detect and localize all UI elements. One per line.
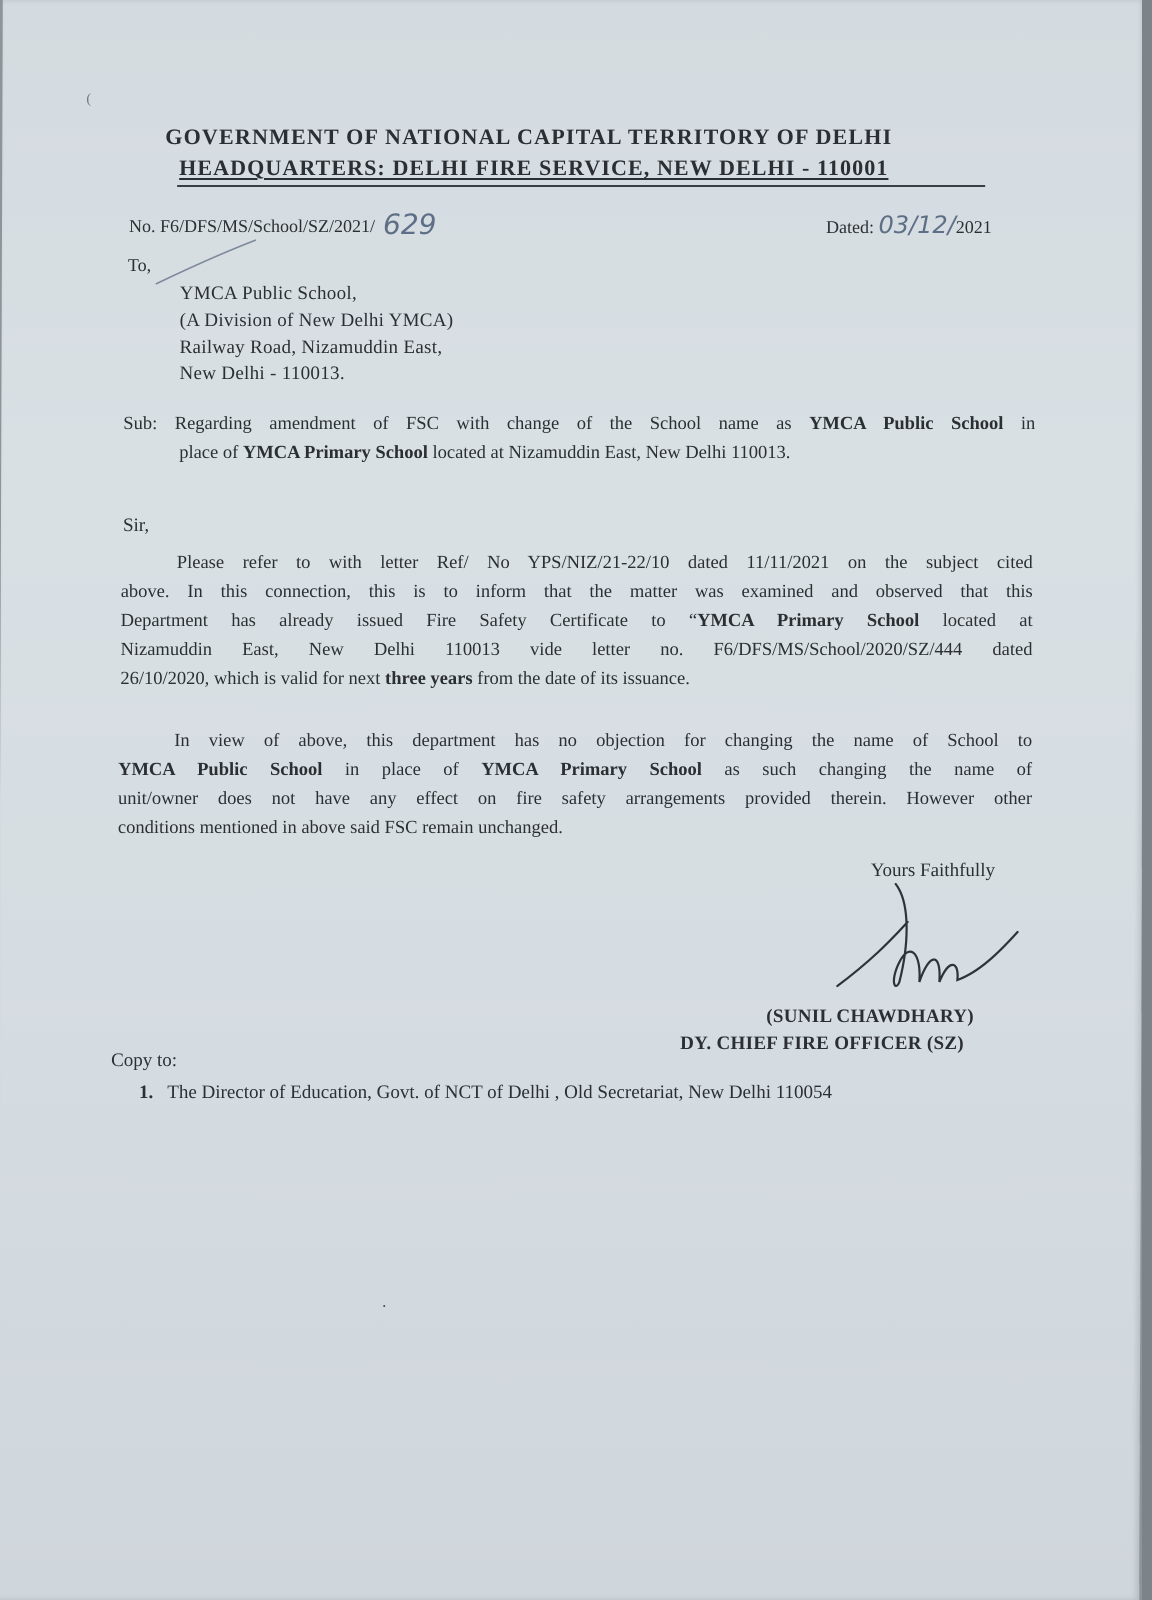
recipient-line-4: New Delhi - 110013. xyxy=(179,363,345,384)
subject-new-name: YMCA Public School xyxy=(809,414,1004,434)
recipient-line-1: YMCA Public School, xyxy=(179,283,358,304)
dated-year: 2021 xyxy=(955,217,992,237)
signatory-designation: DY. CHIEF FIRE OFFICER (SZ) xyxy=(680,1033,964,1054)
subject: Sub: Regarding amendment of FSC with change of the School name as YMCA Public School in place of YMCA Primary School located at Nizamuddin East, New Delhi 110013. xyxy=(123,414,1036,463)
dated-label: Dated: xyxy=(825,217,875,237)
recipient-line-2: (A Division of New Delhi YMCA) xyxy=(179,310,454,331)
reference-number-handwritten: 629 xyxy=(383,208,437,241)
yours-faithfully: Yours Faithfully xyxy=(870,860,996,881)
to-label: To, xyxy=(127,255,152,275)
speck xyxy=(383,1305,385,1307)
header-underline xyxy=(177,185,985,187)
copy-to-item: 1. The Director of Education, Govt. of NCT of Delhi , Old Secretariat, New Delhi 110054 xyxy=(138,1082,833,1103)
dated xyxy=(826,211,992,239)
subject-label: Sub: xyxy=(123,414,158,434)
paragraph-2: In view of above, this department has no objection for changing the name of School to YMCA Public School in place of YMCA Primary School as such changing the name of unit/owner does not have any effect on fire safety arrangements provided therein. However other conditions mentioned in above said FSC remain unchanged. xyxy=(117,731,1033,838)
signatory-name: (SUNIL CHAWDHARY) xyxy=(766,1006,974,1027)
salutation: Sir, xyxy=(122,515,150,536)
margin-mark: ( xyxy=(86,92,92,107)
copy-to-label: Copy to: xyxy=(111,1050,178,1071)
background-edge xyxy=(1142,0,1152,1600)
handwritten-signature xyxy=(829,882,1019,1002)
header-line-2: HEADQUARTERS: DELHI FIRE SERVICE, NEW DELHI - 110001 xyxy=(179,155,889,180)
dated-handwritten: 03/12/ xyxy=(878,211,956,239)
subject-old-name: YMCA Primary School xyxy=(242,443,428,463)
recipient-line-3: Railway Road, Nizamuddin East, xyxy=(179,337,443,358)
header-line-1: GOVERNMENT OF NATIONAL CAPITAL TERRITORY OF DELHI xyxy=(165,124,893,149)
paragraph-1: Please refer to with letter Ref/ No YPS/NIZ/21-22/10 dated 11/11/2021 on the subject cited above. In this connection, this is to inform that the matter was examined and observed that this Department has already issued Fire Safety Certificate to “YMCA Primary School located at Nizamuddin East, New Delhi 110013 vide letter no. F6/DFS/MS/School/2020/SZ/444 dated 26/10/2020, which is valid for next three years from the date of its issuance. xyxy=(120,553,1033,689)
reference-number-printed: No. F6/DFS/MS/School/SZ/2021/ xyxy=(128,216,376,236)
